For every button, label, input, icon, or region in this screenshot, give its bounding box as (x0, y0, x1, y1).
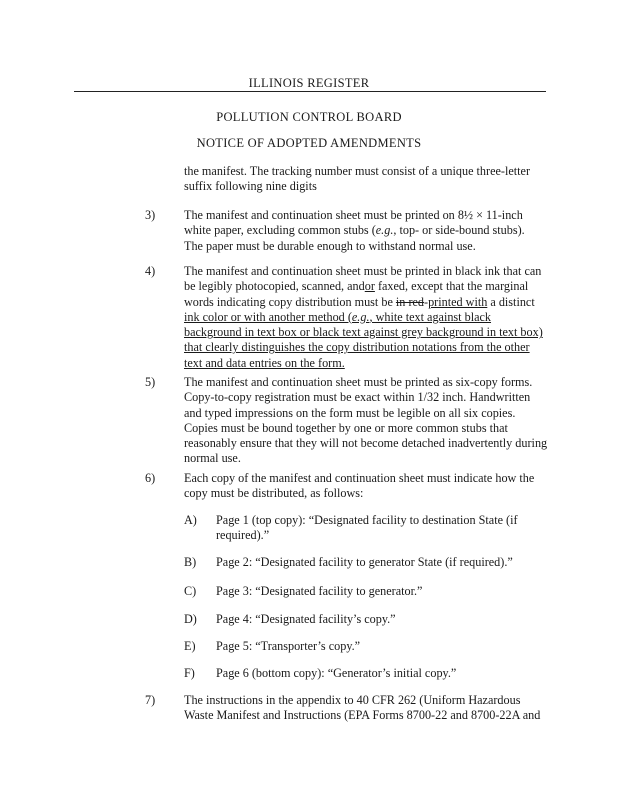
item-line: copy must be distributed, as follows: (184, 486, 364, 501)
subitem-letter: A) (184, 513, 197, 527)
subitem-letter: C) (184, 584, 197, 598)
notice-title: NOTICE OF ADOPTED AMENDMENTS (196, 136, 422, 150)
intro-paragraph (184, 164, 530, 195)
inserted-text: ink color or with another method ( (184, 309, 352, 324)
item-line: Each copy of the manifest and continuation sheet must indicate how the (184, 471, 535, 485)
subitem-e: Page 5: “Transporter’s copy.” (216, 639, 361, 653)
subitem-letter: D) (184, 612, 197, 626)
item-line: The paper must be durable enough to withstand normal use. (184, 238, 476, 253)
subitem-f: Page 6 (bottom copy): “Generator’s initial copy.” (216, 666, 457, 680)
item-line: background in text box or black text against grey background in text box) (184, 325, 543, 340)
register-title: ILLINOIS REGISTER (248, 76, 370, 90)
item-line: Copy-to-copy registration must be exact within 1/32 inch. Handwritten (184, 390, 531, 405)
inserted-text: or (364, 279, 375, 294)
item-line (184, 279, 543, 294)
item-line: reasonably ensure that they will not become detached inadvertently during (184, 436, 548, 451)
item-number: 3) (145, 208, 156, 222)
subitem-b: Page 2: “Designated facility to generator State (if required).” (216, 555, 513, 569)
item-4-paragraph (184, 264, 543, 371)
item-line: The manifest and continuation sheet must be printed in black ink that can (184, 264, 542, 278)
item-number: 6) (145, 471, 156, 485)
subitem-letter: E) (184, 639, 196, 653)
item-number: 5) (145, 375, 156, 389)
item-6-paragraph (184, 471, 534, 502)
text-run: , top- or side-bound stubs). (393, 223, 525, 238)
italic-run: e.g. (351, 309, 370, 324)
item-line: that clearly distinguishes the copy distribution notations from the other (184, 340, 530, 355)
text-run: faxed, except that the marginal (374, 279, 529, 294)
item-line: The manifest and continuation sheet must be printed as six-copy forms. (184, 375, 533, 389)
subitem-letter: F) (184, 666, 195, 680)
item-line: The manifest and continuation sheet must be printed on 8½ × 11-inch (184, 208, 523, 222)
item-line: text and data entries on the form. (184, 355, 345, 370)
inserted-text: , white text against black (369, 309, 492, 324)
italic-run: e.g. (375, 223, 394, 238)
item-line (184, 295, 543, 310)
item-line: Waste Manifest and Instructions (EPA Forms 8700-22 and 8700-22A and (184, 708, 541, 723)
deleted-text: in red (395, 294, 425, 309)
item-3-paragraph (184, 208, 525, 254)
item-line: normal use. (184, 451, 241, 466)
subitem-letter: B) (184, 555, 197, 569)
intro-line: suffix following nine digits (184, 179, 317, 194)
item-5-paragraph (184, 375, 547, 467)
item-number: 7) (145, 693, 156, 707)
subitem-d: Page 4: “Designated facility’s copy.” (216, 612, 396, 626)
text-run: - (424, 294, 429, 309)
item-line: Copies must be bound together by one or more common stubs that (184, 420, 508, 435)
board-title: POLLUTION CONTROL BOARD (216, 110, 402, 124)
text-run: white paper, excluding common stubs ( (184, 223, 376, 238)
header-rule (74, 91, 546, 92)
item-line: and typed impressions on the form must be legible on all six copies. (184, 405, 516, 420)
text-run: a distinct (487, 294, 535, 309)
subitem-a (216, 513, 518, 544)
item-line (184, 310, 543, 325)
intro-line: the manifest. The tracking number must consist of a unique three-letter (184, 164, 530, 178)
item-number: 4) (145, 264, 156, 278)
inserted-text: printed with (428, 294, 488, 309)
text-run: words indicating copy distribution must be (184, 294, 396, 309)
item-line (184, 223, 525, 238)
subitem-line: required).” (216, 528, 270, 543)
text-run: be legibly photocopied, scanned, and (184, 279, 365, 294)
subitem-c: Page 3: “Designated facility to generator.” (216, 584, 423, 598)
item-7-paragraph (184, 693, 540, 724)
item-line: The instructions in the appendix to 40 CFR 262 (Uniform Hazardous (184, 693, 521, 707)
subitem-line: Page 1 (top copy): “Designated facility to destination State (if (216, 513, 518, 527)
